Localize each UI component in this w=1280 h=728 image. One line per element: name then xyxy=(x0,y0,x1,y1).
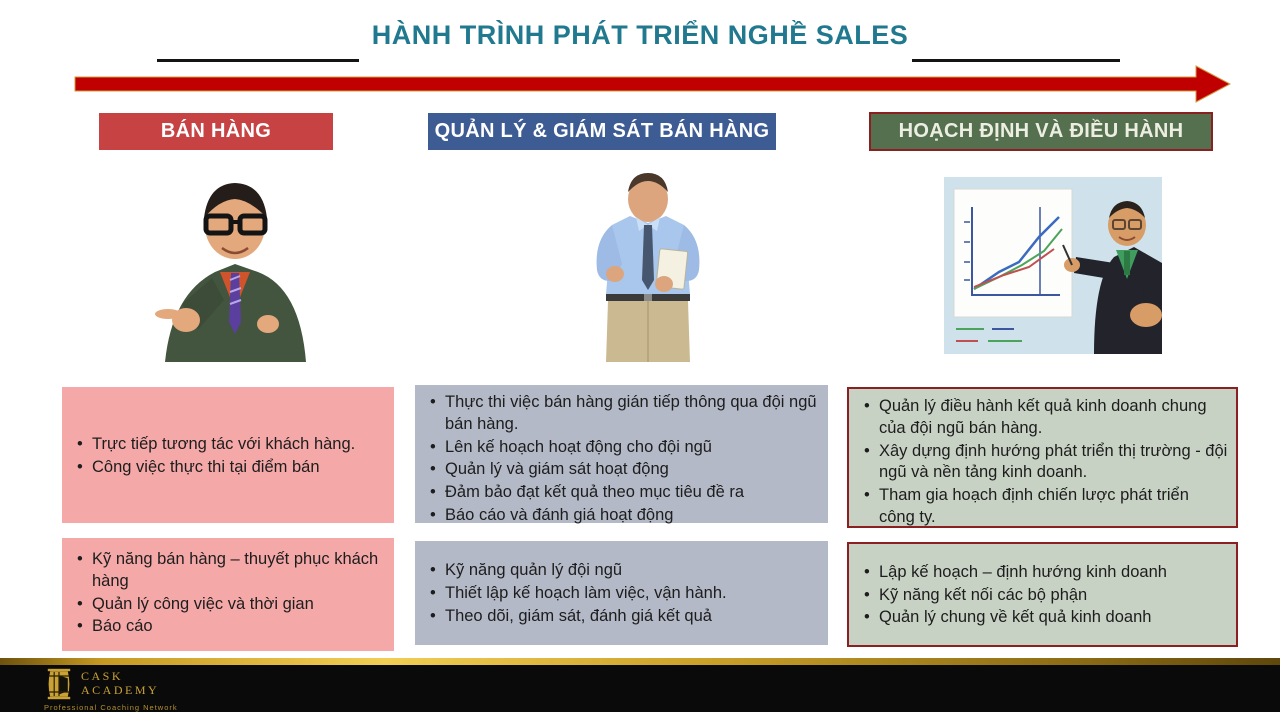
list-item: • Công việc thực thi tại điểm bán xyxy=(70,457,386,479)
list-item: • Thiết lập kế hoạch làm việc, vận hành. xyxy=(423,583,820,605)
list-item: • Quản lý điều hành kết quả kinh doanh chung của đội ngũ bán hàng. xyxy=(857,396,1228,440)
stage1-duties-list xyxy=(70,433,386,480)
footer-bar xyxy=(0,665,1280,712)
footer-gold-stripe xyxy=(0,658,1280,665)
list-item: • Kỹ năng quản lý đội ngũ xyxy=(423,560,820,582)
list-item: • Báo cáo và đánh giá hoạt động xyxy=(423,505,820,527)
brand-name-top: CASK xyxy=(81,669,124,684)
list-item: • Quản lý công việc và thời gian xyxy=(70,594,386,616)
list-item: • Lên kế hoạch hoạt động cho đội ngũ xyxy=(423,437,820,459)
stage2-duties-box xyxy=(415,385,828,523)
stage1-skills-box xyxy=(62,538,394,651)
stage3-duties-list xyxy=(857,396,1228,529)
stage3-skills-list xyxy=(857,561,1228,630)
stage-header-hoach-dinh: HOẠCH ĐỊNH VÀ ĐIỀU HÀNH xyxy=(869,112,1213,151)
sales-manager-photo xyxy=(552,168,744,362)
stage2-skills-box xyxy=(415,541,828,645)
stage3-duties-box xyxy=(847,387,1238,528)
page-title: HÀNH TRÌNH PHÁT TRIỂN NGHỀ SALES xyxy=(371,20,909,50)
stage2-skills-list xyxy=(423,559,820,628)
stage-header-quan-ly: QUẢN LÝ & GIÁM SÁT BÁN HÀNG xyxy=(428,113,776,150)
list-item: • Kỹ năng bán hàng – thuyết phục khách hàng xyxy=(70,549,386,593)
stage2-duties-list xyxy=(423,392,820,527)
cask-academy-logo xyxy=(44,668,178,712)
list-item: • Quản lý và giám sát hoạt động xyxy=(423,459,820,481)
list-item: • Theo dõi, giám sát, đánh giá kết quả xyxy=(423,606,820,628)
stage1-duties-box xyxy=(62,387,394,523)
stage-header-ban-hang: BÁN HÀNG xyxy=(99,113,333,150)
list-item: • Tham gia hoạch định chiến lược phát triển công ty. xyxy=(857,485,1228,529)
salesman-photo xyxy=(140,172,330,362)
cask-barrel-icon xyxy=(44,668,74,700)
list-item: • Xây dựng định hướng phát triển thị trường - đội ngũ và nền tảng kinh doanh. xyxy=(857,441,1228,485)
list-item: • Lập kế hoạch – định hướng kinh doanh xyxy=(857,562,1228,584)
timeline-arrow-icon xyxy=(0,60,1280,110)
brand-name-bottom: ACADEMY xyxy=(81,683,160,697)
stage3-skills-box xyxy=(847,542,1238,647)
list-item: • Kỹ năng kết nối các bộ phận xyxy=(857,585,1228,607)
executive-photo xyxy=(944,177,1162,354)
stage1-skills-list xyxy=(70,549,386,638)
brand-tagline: Professional Coaching Network xyxy=(44,703,178,712)
list-item: • Trực tiếp tương tác với khách hàng. xyxy=(70,434,386,456)
list-item: • Đảm bảo đạt kết quả theo mục tiêu đề ra xyxy=(423,482,820,504)
list-item: • Thực thi việc bán hàng gián tiếp thông qua đội ngũ bán hàng. xyxy=(423,392,820,436)
list-item: • Quản lý chung về kết quả kinh doanh xyxy=(857,607,1228,629)
list-item: • Báo cáo xyxy=(70,616,386,638)
